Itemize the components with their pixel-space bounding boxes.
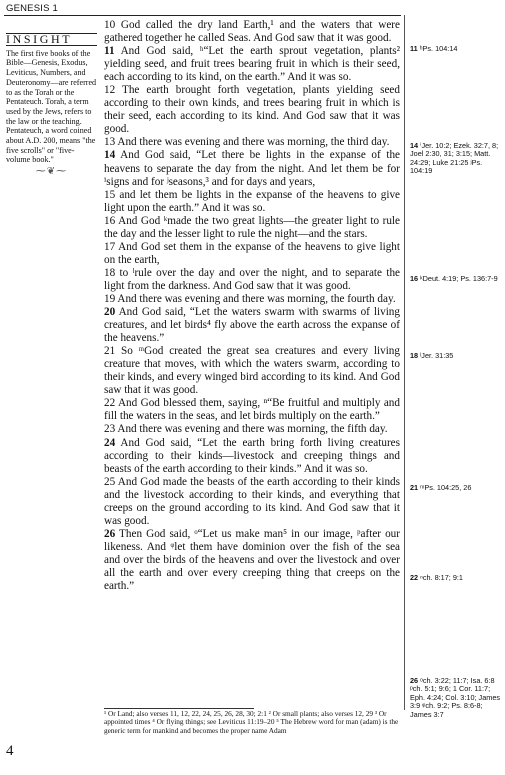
cross-ref-verse: 18 bbox=[410, 351, 419, 360]
verse bbox=[104, 293, 400, 306]
verse-text: And there was evening and there was morning, the fourth day. bbox=[115, 292, 396, 305]
verse-text: And God blessed them, saying, ⁿ“Be fruitful and multiply and fill the waters in the seas, and let birds multiply on the earth.” bbox=[104, 397, 400, 423]
verse-number: 24 bbox=[104, 436, 116, 449]
verse-text: And there was evening and there was morning, the fifth day. bbox=[115, 423, 388, 436]
cross-ref-verse: 26 bbox=[410, 676, 419, 685]
footnotes: ¹ Or Land; also verses 11, 12, 22, 24, 25, 26, 28, 30; 2:1 ² Or small plants; also verses 12, 29 ³ Or appointed times ⁴ Or flying things; see Leviticus 11:19–20 ⁵ The Hebrew word for man (adam) is the generic term for mankind and becomes the proper name Adam bbox=[104, 709, 399, 735]
cross-ref-text: ⁿch. 8:17; 9:1 bbox=[418, 573, 463, 582]
cross-ref-14 bbox=[410, 142, 502, 176]
verse bbox=[104, 437, 400, 476]
verse-text: And God ᵏmade the two great lights—the greater light to rule the day and the lesser light to rule the night—and the stars. bbox=[104, 214, 400, 240]
verse-number: 21 bbox=[104, 345, 116, 358]
insight-title: INSIGHT bbox=[6, 33, 97, 46]
verse-text: And God said, “Let the earth bring forth living creatures according to their kinds—livestock and creeping things and beasts of the earth according to their kinds.” And it was so. bbox=[104, 436, 400, 475]
verse bbox=[104, 476, 400, 528]
verse-text: Then God said, ᵒ“Let us make man⁵ in our image, ᵖafter our likeness. And ᵠlet them have dominion over the fish of the sea and over the birds of the heavens and over the livestock and over all the earth and over every creeping thing that creeps on the earth.” bbox=[104, 527, 400, 593]
verse-number: 10 bbox=[104, 19, 116, 31]
verse-text: The earth brought forth vegetation, plants yielding seed according to their own kinds, and trees bearing fruit in which is their seed, each according to its kind. And God saw that it was good. bbox=[104, 84, 400, 136]
verse bbox=[104, 397, 400, 423]
cross-ref-verse: 16 bbox=[410, 274, 419, 283]
verse bbox=[104, 149, 400, 188]
verse-text: And God set them in the expanse of the heavens to give light on the earth, bbox=[104, 240, 400, 266]
cross-ref-16 bbox=[410, 275, 502, 283]
cross-ref-21 bbox=[410, 484, 502, 492]
verse-text: So ᵐGod created the great sea creatures and every living creature that moves, with which the waters swarm, according to their kinds, and every winged bird according to its kind. And God saw that it was good. bbox=[104, 345, 400, 397]
cross-ref-verse: 21 bbox=[410, 483, 419, 492]
verse bbox=[104, 136, 400, 149]
cross-ref-text: ᵏDeut. 4:19; Ps. 136:7-9 bbox=[418, 274, 498, 283]
cross-ref-text: ᵒch. 3:22; 11:7; Isa. 6:8 ᵖch. 5:1; 9:6; 1 Cor. 11:7; Eph. 4:24; Col. 3:10; James 3:9 ᵠch. 9:2; Ps. 8:6-8; James 3:7 bbox=[410, 676, 501, 719]
cross-ref-text: ˡJer. 31:35 bbox=[418, 351, 454, 360]
cross-ref-26 bbox=[410, 677, 502, 719]
verse bbox=[104, 215, 400, 241]
page-number: 4 bbox=[6, 743, 14, 759]
cross-ref-text: ⁱJer. 10:2; Ezek. 32:7, 8; Joel 2:30, 31; 3:15; Matt. 24:29; Luke 21:25 ʲPs. 104:19 bbox=[410, 141, 499, 176]
cross-ref-18 bbox=[410, 352, 502, 360]
verse bbox=[104, 84, 400, 136]
cross-ref-22 bbox=[410, 574, 502, 582]
verse-text: And God made the beasts of the earth according to their kinds and the livestock according to their kinds, and everything that creeps on the ground according to its kind. And God saw that it was good. bbox=[104, 475, 400, 527]
verse bbox=[104, 528, 400, 593]
verse-text: And God said, “Let there be lights in the expanse of the heavens to separate the day from the night. And let them be for ⁱsigns and for ʲseasons,³ and for days and years, bbox=[104, 149, 400, 188]
verse bbox=[104, 267, 400, 293]
verse bbox=[104, 345, 400, 397]
verse bbox=[104, 241, 400, 267]
verse-number: 16 bbox=[104, 214, 116, 227]
verse-number: 25 bbox=[104, 475, 116, 488]
verse-number: 26 bbox=[104, 527, 116, 540]
verse bbox=[104, 306, 400, 345]
verse-number: 18 bbox=[104, 266, 116, 279]
verse bbox=[104, 189, 400, 215]
cross-ref-verse: 11 bbox=[410, 44, 418, 53]
verse-text: And there was evening and there was morning, the third day. bbox=[115, 136, 390, 149]
verse-number: 23 bbox=[104, 423, 116, 436]
verse-number: 19 bbox=[104, 292, 116, 305]
cross-ref-11 bbox=[410, 45, 502, 53]
verse-number: 12 bbox=[104, 84, 116, 97]
verse bbox=[104, 423, 400, 436]
verse bbox=[104, 19, 400, 45]
verse-text: And God said, ʰ“Let the earth sprout vegetation, plants² yielding seed, and fruit trees bearing fruit in which is their seed, each according to its kind, on the earth.” And it was so. bbox=[104, 45, 400, 84]
running-head: GENESIS 1 bbox=[6, 3, 58, 14]
verse-number: 15 bbox=[104, 188, 116, 201]
verse-number: 22 bbox=[104, 397, 116, 410]
verse-text: And God said, “Let the waters swarm with swarms of living creatures, and let birds⁴ fly above the earth across the expanse of the heavens.” bbox=[104, 306, 400, 345]
cross-ref-text: ᵐPs. 104:25, 26 bbox=[418, 483, 472, 492]
verse-number: 13 bbox=[104, 136, 116, 149]
scripture-text bbox=[104, 19, 400, 593]
verse-number: 11 bbox=[104, 45, 115, 58]
insight-sidebar bbox=[6, 33, 97, 177]
insight-body: The first five books of the Bible—Genesis, Exodus, Leviticus, Numbers, and Deuteronomy—are referred to as the Torah or the Pentateuch. Torah, a term used by the Jews, refers to the law or the teaching. Pentateuch, a word coined about A.D. 200, means "the five scrolls" or "five-volume book." bbox=[6, 48, 97, 165]
cross-ref-text: ʰPs. 104:14 bbox=[417, 44, 458, 53]
verse-text: to ˡrule over the day and over the night, and to separate the light from the darkness. And God saw that it was good. bbox=[104, 266, 400, 292]
verse-number: 14 bbox=[104, 149, 116, 162]
verse-text: and let them be lights in the expanse of the heavens to give light upon the earth.” And it was so. bbox=[104, 188, 400, 214]
cross-ref-divider bbox=[404, 15, 405, 710]
verse-number: 17 bbox=[104, 240, 116, 253]
header-rule bbox=[4, 15, 401, 16]
verse-text: God called the dry land Earth,¹ and the waters that were gathered together he called Seas. And God saw that it was good. bbox=[104, 19, 400, 45]
cross-ref-verse: 22 bbox=[410, 573, 419, 582]
verse bbox=[104, 45, 400, 84]
ornament-icon: ⁓❦⁓ bbox=[35, 166, 68, 178]
verse-number: 20 bbox=[104, 306, 116, 319]
cross-ref-verse: 14 bbox=[410, 141, 419, 150]
